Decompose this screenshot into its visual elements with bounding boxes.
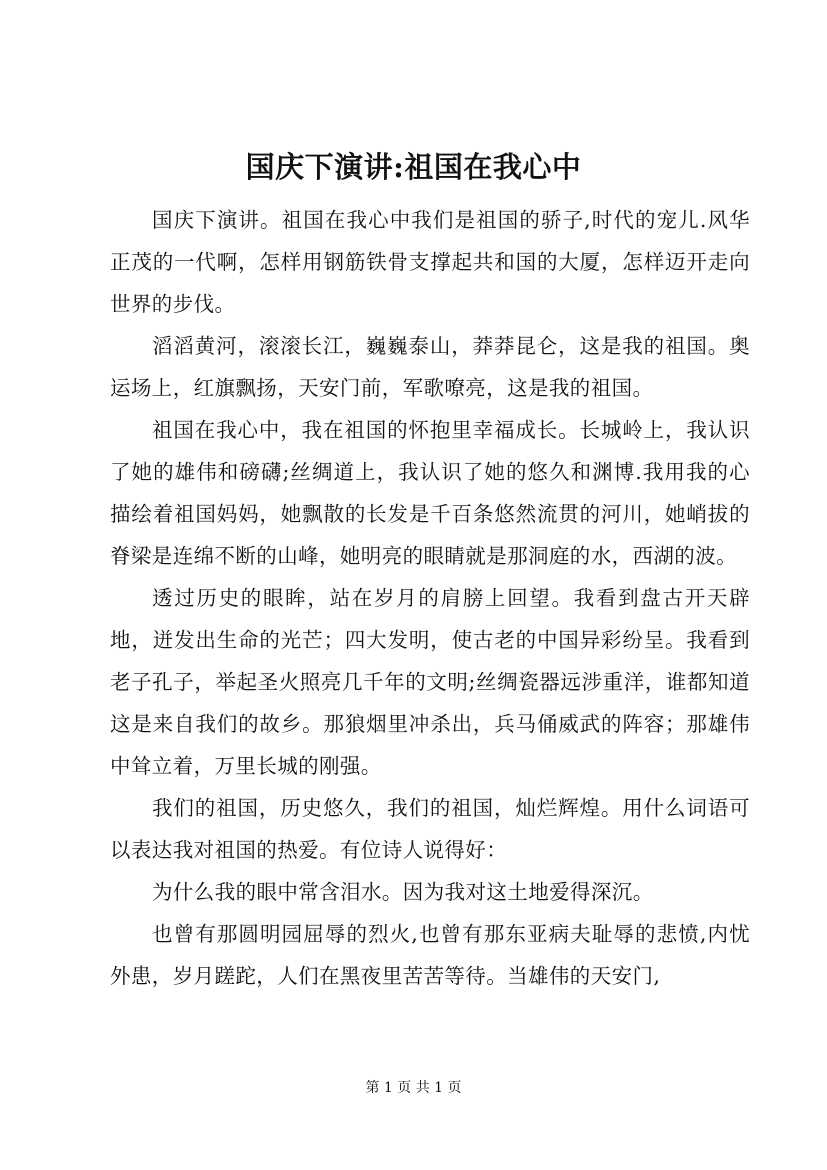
page-title: 国庆下演讲:祖国在我心中 — [245, 150, 582, 184]
page-number-footer: 第 1 页 共 1 页 — [365, 1080, 462, 1096]
paragraph: 透过历史的眼眸，站在岁月的肩膀上回望。我看到盘古开天辟地，迸发出生命的光芒；四大发明，使古老的中国异彩纷呈。我看到老子孔子，举起圣火照亮几千年的文明;丝绸瓷器远涉重洋，谁都知道这是来自我们的故乡。那狼烟里冲杀出，兵马俑威武的阵容；那雄伟中耸立着，万里长城的刚强。 — [110, 586, 750, 778]
paragraph: 滔滔黄河，滚滚长江，巍巍泰山，莽莽昆仑，这是我的祖国。奥运场上，红旗飘扬，天安门前，军歌嘹亮，这是我的祖国。 — [110, 334, 750, 400]
paragraph: 国庆下演讲。祖国在我心中我们是祖国的骄子,时代的宠儿.风华正茂的一代啊，怎样用钢筋铁骨支撑起共和国的大厦，怎样迈开走向世界的步伐。 — [110, 208, 750, 316]
paragraph: 为什么我的眼中常含泪水。因为我对这土地爱得深沉。 — [152, 880, 654, 904]
paragraph: 祖国在我心中，我在祖国的怀抱里幸福成长。长城岭上，我认识了她的雄伟和磅礴;丝绸道上，我认识了她的悠久和渊博.我用我的心描绘着祖国妈妈，她飘散的长发是千百条悠然流贯的河川，她峭拔的脊梁是连绵不断的山峰，她明亮的眼睛就是那洞庭的水，西湖的波。 — [110, 418, 750, 568]
document-body — [110, 199, 750, 997]
paragraph: 也曾有那圆明园屈辱的烈火,也曾有那东亚病夫耻辱的悲愤,内忧外患，岁月蹉跎，人们在黑夜里苦苦等待。当雄伟的天安门, — [110, 922, 750, 988]
paragraph: 我们的祖国，历史悠久，我们的祖国，灿烂辉煌。用什么词语可以表达我对祖国的热爱。有位诗人说得好： — [110, 796, 750, 862]
